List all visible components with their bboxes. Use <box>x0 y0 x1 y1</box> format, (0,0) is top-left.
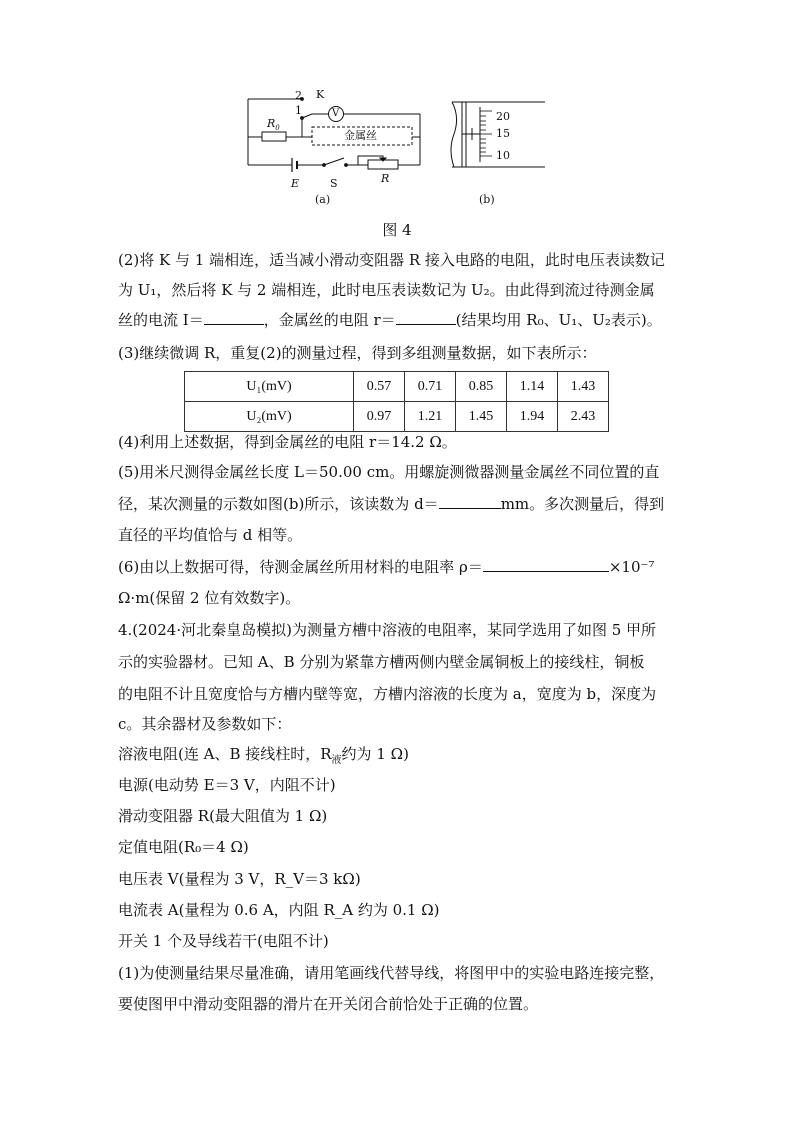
q4-line-1: (4)利用上述数据，得到金属丝的电阻 r＝14.2 Ω。 <box>118 433 457 451</box>
row-u1-label: U₁(mV) <box>185 372 354 402</box>
p4-line-4: c。其余器材及参数如下： <box>118 715 292 733</box>
table-cell: 1.21 <box>405 402 456 432</box>
table-cell: 0.97 <box>354 402 405 432</box>
table-cell: 1.14 <box>507 372 558 402</box>
q5-line-1: (5)用米尺测得金属丝长度 L＝50.00 cm。用螺旋测微器测量金属丝不同位置的直 <box>118 463 660 481</box>
table-row <box>185 402 609 432</box>
table-cell: 2.43 <box>558 402 609 432</box>
micrometer-tick-10: 10 <box>496 149 510 162</box>
circuit-diagram-svg <box>240 89 560 192</box>
q2-line-2: 为 U₁，然后将 K 与 2 端相连，此时电压表读数记为 U₂。由此得到流过待测金属 <box>118 281 655 299</box>
switch-s-label: S <box>330 177 338 190</box>
table-cell: 1.43 <box>558 372 609 402</box>
table-cell: 0.85 <box>456 372 507 402</box>
table-cell: 1.45 <box>456 402 507 432</box>
terminal-2-label: 2 <box>295 89 302 102</box>
table-row <box>185 372 609 402</box>
resistance-answer-blank[interactable] <box>396 310 456 325</box>
subfigure-a-caption: (a) <box>315 193 331 206</box>
p4-q1-line-1: (1)为使测量结果尽量准确，请用笔画线代替导线，将图甲中的实验电路连接完整， <box>118 964 665 982</box>
equipment-fixed-resistor: 定值电阻(R₀＝4 Ω) <box>118 838 249 856</box>
micrometer-tick-20: 20 <box>496 110 510 123</box>
equipment-switch-wires: 开关 1 个及导线若干(电阻不计) <box>118 932 329 950</box>
q2-line-1: (2)将 K 与 1 端相连，适当减小滑动变阻器 R 接入电路的电阻，此时电压表读数记 <box>118 251 665 269</box>
metal-wire-label: 金属丝 <box>344 129 377 142</box>
table-cell: 0.71 <box>405 372 456 402</box>
current-answer-blank[interactable] <box>204 310 264 325</box>
p4-q1-line-2: 要使图甲中滑动变阻器的滑片在开关闭合前恰处于正确的位置。 <box>118 995 539 1013</box>
resistivity-answer-blank[interactable] <box>483 557 609 572</box>
diameter-answer-blank[interactable] <box>439 494 501 509</box>
micrometer-tick-15: 15 <box>496 127 510 140</box>
figure-title: 图 4 <box>382 221 412 239</box>
battery-e-label: E <box>291 177 300 190</box>
q2-line-3: 丝的电流 I＝ ，金属丝的电阻 r＝ (结果均用 R₀、U₁、U₂表示)。 <box>118 311 662 329</box>
equipment-power-supply: 电源(电动势 E＝3 V，内阻不计) <box>118 776 336 794</box>
equipment-voltmeter: 电压表 V(量程为 3 V，R_V＝3 kΩ) <box>118 870 361 888</box>
q6-line-1: (6)由以上数据可得，待测金属丝所用材料的电阻率 ρ＝ ×10⁻⁷ <box>118 558 655 576</box>
p4-line-1: 4.(2024·河北秦皇岛模拟)为测量方槽中溶液的电阻率，某同学选用了如图 5 甲所 <box>118 621 657 639</box>
q6-line-2: Ω·m(保留 2 位有效数字)。 <box>118 589 301 607</box>
equipment-solution-resistance: 溶液电阻(连 A、B 接线柱时，$R_液$约为 1 Ω) <box>118 745 409 766</box>
p4-line-2: 示的实验器材。已知 A、B 分别为紧靠方槽两侧内壁金属铜板上的接线柱，铜板 <box>118 653 645 671</box>
switch-k-label: K <box>316 88 325 101</box>
equipment-ammeter: 电流表 A(量程为 0.6 A，内阻 R_A 约为 0.1 Ω) <box>118 901 440 919</box>
rheostat-r-label: R <box>381 172 390 185</box>
q3-line-1: (3)继续微调 R，重复(2)的测量过程，得到多组测量数据，如下表所示： <box>118 344 597 362</box>
q5-line-3: 直径的平均值恰与 d 相等。 <box>118 526 303 544</box>
subfigure-b-caption: (b) <box>479 193 495 206</box>
row-u2-label: U₂(mV) <box>185 402 354 432</box>
table-cell: 1.94 <box>507 402 558 432</box>
p4-line-3: 的电阻不计且宽度恰与方槽内壁等宽，方槽内溶液的长度为 a，宽度为 b，深度为 <box>118 685 657 703</box>
r0-label: $R_0$ <box>267 117 280 133</box>
measurement-table <box>184 371 609 432</box>
q5-line-2: 径，某次测量的示数如图(b)所示，该读数为 d＝ mm。多次测量后，得到 <box>118 495 665 513</box>
terminal-1-label: 1 <box>295 104 302 117</box>
equipment-rheostat: 滑动变阻器 R(最大阻值为 1 Ω) <box>118 807 328 825</box>
voltmeter-label: V <box>332 108 340 119</box>
table-cell: 0.57 <box>354 372 405 402</box>
